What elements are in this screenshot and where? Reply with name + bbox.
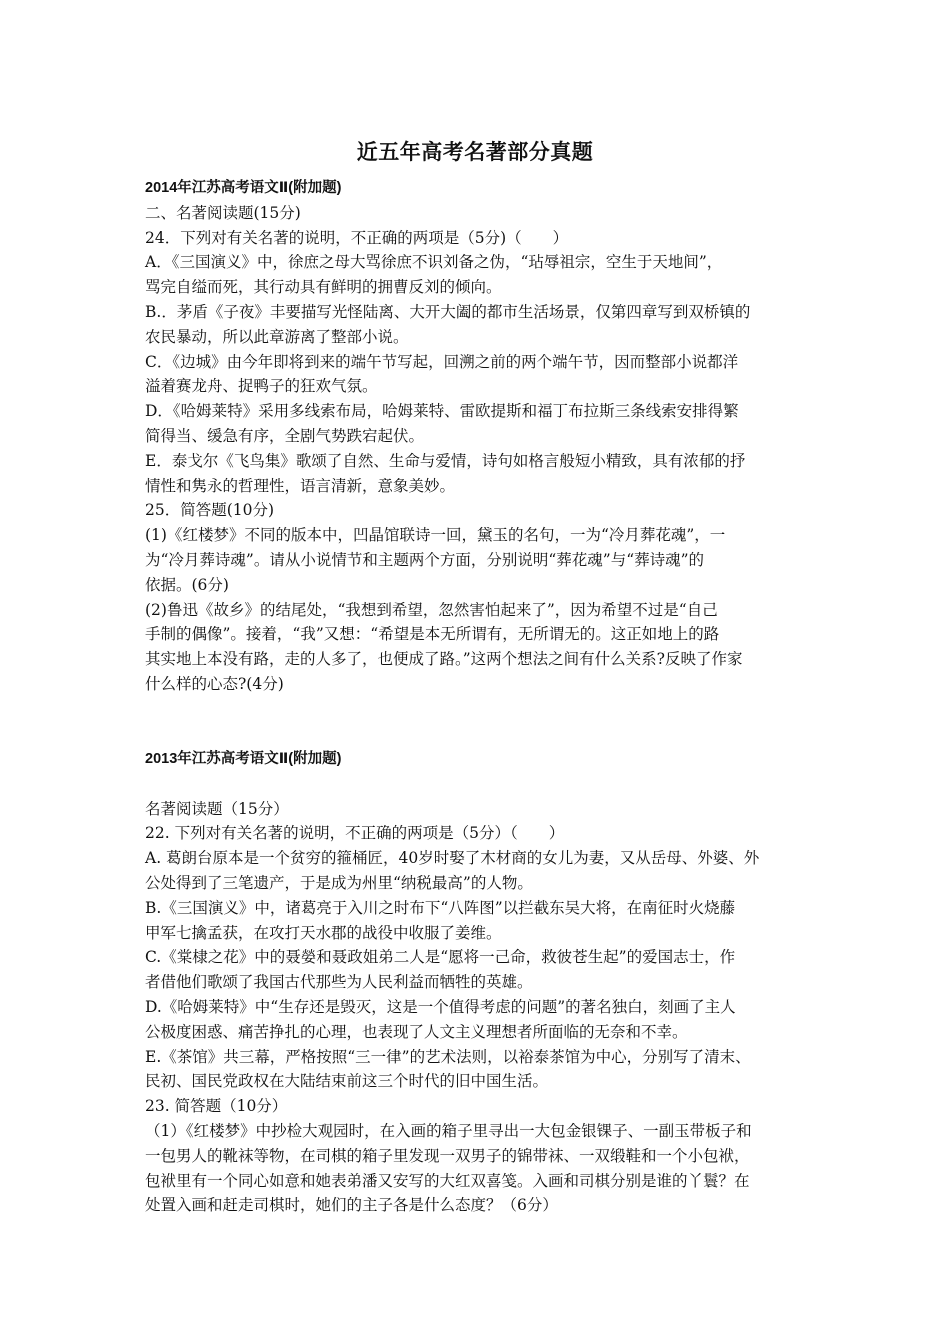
section-heading: 2013年江苏高考语文Ⅱ(附加题) xyxy=(145,751,342,767)
text-line: A. 葛朗台原本是一个贫穷的箍桶匠，40岁时娶了木材商的女儿为妻，又从岳母、外婆、外 xyxy=(145,849,760,868)
text-line: 为“冷月葬诗魂”。请从小说情节和主题两个方面，分别说明“葬花魂”与“葬诗魂”的 xyxy=(145,550,705,569)
text-line: 二、名著阅读题(15分) xyxy=(145,203,301,222)
text-line: 23. 简答题（10分） xyxy=(145,1097,288,1116)
text-line: E.《茶馆》共三幕，严格按照“三一律”的艺术法则，以裕泰茶馆为中心，分别写了清末、 xyxy=(145,1047,751,1066)
text-line: 公处得到了三笔遗产，于是成为州里“纳税最高”的人物。 xyxy=(145,873,533,892)
text-line: (2)鲁迅《故乡》的结尾处，“我想到希望，忽然害怕起来了”，因为希望不过是“自己 xyxy=(145,600,718,619)
text-line: C．《边城》由今年即将到来的端午节写起，回溯之前的两个端午节，因而整部小说都洋 xyxy=(145,352,739,371)
text-line: 一包男人的靴袜等物，在司棋的箱子里发现一双男子的锦带袜、一双缎鞋和一个小包袱， xyxy=(145,1146,750,1165)
text-line: 什么样的心态?(4分) xyxy=(145,674,284,693)
text-line: B.．茅盾《子夜》丰要描写光怪陆离、大开大阖的都市生活场景，仅第四章写到双桥镇的 xyxy=(145,302,751,321)
text-line: 简得当、缓急有序，全剧气势跌宕起伏。 xyxy=(145,426,425,445)
text-line: 24．下列对有关名著的说明，不正确的两项是（5分)（ ） xyxy=(145,228,569,247)
text-line: 情性和隽永的哲理性，语言清新，意象美妙。 xyxy=(145,476,456,495)
text-line: 其实地上本没有路，走的人多了，也便成了路。”这两个想法之间有什么关系?反映了作家 xyxy=(145,650,743,669)
text-line: 甲军七擒孟获，在攻打天水郡的战役中收服了姜维。 xyxy=(145,923,502,942)
text-line: 农民暴动，所以此章游离了整部小说。 xyxy=(145,327,409,346)
text-line: B.《三国演义》中，诸葛亮于入川之时布下“八阵图”以拦截东吴大将，在南征时火烧藤 xyxy=(145,898,736,917)
text-line: 公极度困惑、痛苦挣扎的心理，也表现了人文主义理想者所面临的无奈和不幸。 xyxy=(145,1022,688,1041)
text-line: 民初、国民党政权在大陆结束前这三个时代的旧中国生活。 xyxy=(145,1072,549,1091)
text-line: (1)《红楼梦》不同的版本中，凹晶馆联诗一回，黛玉的名句，一为“冷月葬花魂”，一 xyxy=(145,526,726,545)
text-line: 22. 下列对有关名著的说明，不正确的两项是（5分）（ ） xyxy=(145,824,565,843)
text-line: 依据。(6分) xyxy=(145,575,229,594)
text-line: 包袱里有一个同心如意和她表弟潘又安写的大红双喜笺。入画和司棋分别是谁的丫鬟？在 xyxy=(145,1171,750,1190)
text-line: 处置入画和赶走司棋时，她们的主子各是什么态度？（6分） xyxy=(145,1196,558,1215)
text-line: 25．简答题(10分) xyxy=(145,501,275,520)
text-line: 溢着赛龙舟、捉鸭子的狂欢气氛。 xyxy=(145,377,378,396)
section-2013 xyxy=(145,747,825,1218)
text-line: D.《哈姆莱特》中“生存还是毁灭，这是一个值得考虑的问题”的著名独白，刻画了主人 xyxy=(145,997,736,1016)
text-line: 名著阅读题（15分） xyxy=(145,799,289,818)
text-line: （1）《红楼梦》中抄检大观园时，在入画的箱子里寻出一大包金银锞子、一副玉带板子和 xyxy=(145,1121,752,1140)
text-line: D．《哈姆莱特》采用多线索布局，哈姆莱特、雷欧提斯和福丁布拉斯三条线索安排得繁 xyxy=(145,402,739,421)
text-line: A．《三国演义》中，徐庶之母大骂徐庶不识刘备之伪，“玷辱祖宗，空生于天地间”， xyxy=(145,253,723,272)
text-line: 者借他们歌颂了我国古代那些为人民利益而牺牲的英雄。 xyxy=(145,973,533,992)
section-heading: 2014年江苏高考语文Ⅱ(附加题) xyxy=(145,180,342,196)
text-line: C.《棠棣之花》中的聂嫈和聂政姐弟二人是“愿将一己命，救彼苍生起”的爱国志士，作 xyxy=(145,948,736,967)
text-line: 骂完自缢而死，其行动具有鲜明的拥曹反刘的倾向。 xyxy=(145,278,502,297)
text-line: 手制的偶像”。接着，“我”又想：“希望是本无所谓有，无所谓无的。这正如地上的路 xyxy=(145,625,720,644)
section-2014 xyxy=(145,176,825,697)
text-line: E．泰戈尔《飞鸟集》歌颂了自然、生命与爱情，诗句如格言般短小精致，具有浓郁的抒 xyxy=(145,451,746,470)
page-title: 近五年高考名著部分真题 xyxy=(356,139,594,164)
